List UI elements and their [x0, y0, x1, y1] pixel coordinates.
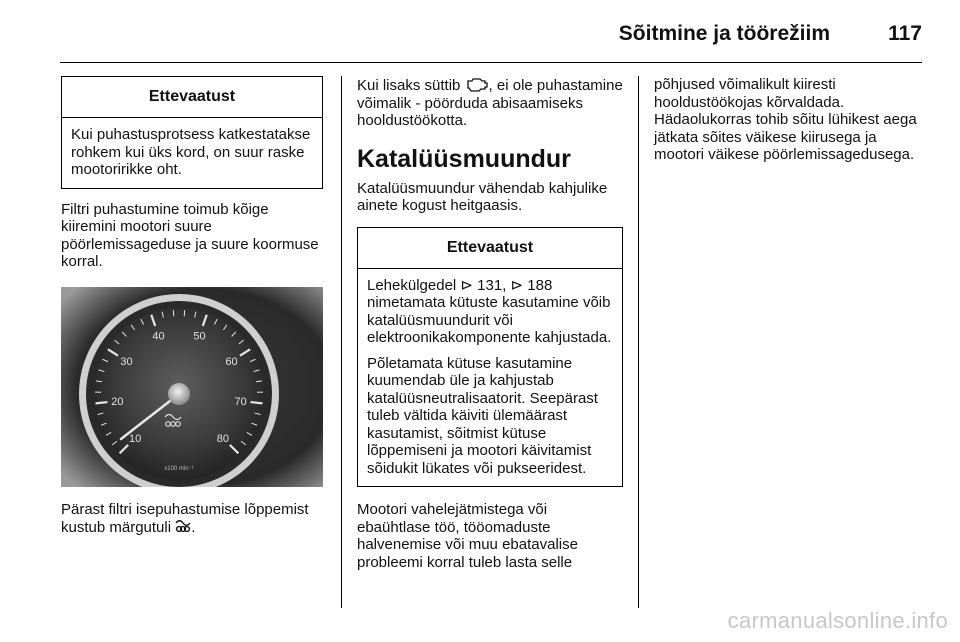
catalytic-converter-paragraph: Katalüüsmuundur vähendab kahjulike ainete kogust heitgaasis. — [357, 179, 608, 214]
page-ref-1[interactable]: 131, — [477, 276, 507, 294]
column-1 — [61, 76, 323, 537]
gauge-tick-label: 50 — [193, 329, 206, 342]
continuation-paragraph: põhjused võimalikult kiiresti hooldustöökojas kõrvaldada. Hädaolukorras tohib sõitu lühikest aega jätkata sõites väikese kiirusega ja mootori väikese pöörlemissagedusega. — [654, 76, 917, 163]
misfire-paragraph: Mootori vahelejätmistega või ebaühtlase töö, tööomaduste halvenemise või muu ebatavalise probleemi korral tuleb lasta selle — [357, 501, 578, 571]
indicator-off-text: Pärast filtri isepuhastumise lõppemist kustub märgutuli — [61, 500, 309, 536]
column-2 — [357, 76, 623, 571]
warning-text-1 — [367, 277, 613, 347]
filter-cleaning-paragraph: Filtri puhastumine toimub kõige kiiremini mootori suure pöörlemissageduse ja suure koormuse korral. — [61, 200, 319, 270]
engine-warning-icon — [465, 76, 489, 92]
diesel-particle-filter-icon — [175, 518, 191, 534]
page-number: 117 — [888, 22, 922, 45]
gauge-hub — [168, 383, 190, 405]
warning-text-1b: nimetamata kütuste kasutamine võib katalüüsmuundurit või elektroonikakomponente kahjustada. — [367, 294, 612, 346]
intro-paragraph — [357, 76, 623, 130]
gauge-major-tick — [251, 402, 263, 403]
indicator-off-text-end: . — [191, 519, 196, 536]
gauge-tick-label: 20 — [111, 395, 124, 408]
gauge-tick-label: 60 — [225, 355, 238, 368]
warning-title: Ettevaatust — [62, 77, 322, 118]
indicator-off-paragraph — [61, 501, 323, 537]
tachometer-photo — [61, 287, 323, 487]
intro-text: Kui lisaks süttib — [357, 77, 461, 94]
page-ref-arrow-icon: ⊳ — [510, 276, 524, 294]
section-title: Katalüüsmuundur — [357, 144, 571, 173]
page-ref-arrow-icon: ⊳ — [460, 276, 473, 294]
header-title: Sõitmine ja töörežiim — [618, 22, 830, 45]
gauge-unit-label: x100 min⁻¹ — [164, 465, 194, 472]
watermark: carmanualsonline.info — [727, 608, 948, 633]
page-header — [60, 14, 922, 63]
page-ref-2[interactable]: 188 — [527, 276, 553, 294]
column-divider-1 — [341, 76, 342, 608]
gauge-major-tick — [96, 402, 108, 403]
warning-text-2: Põletamata kütuse kasutamine kuumendab üle ja kahjustab katalüüsneutralisaatorit. Seepärast tuleb vältida käiviti ülemäärast kasutamist, sõitmist kütuse lõppemiseni ja mootori käivitamist sõidukit lükates või pukseeridest. — [367, 354, 598, 477]
gauge-tick-label: 70 — [234, 395, 247, 408]
warning-text-1a: Lehekülgedel — [367, 276, 457, 294]
gauge-tick-label: 30 — [120, 355, 133, 368]
gauge-tick-label: 40 — [152, 329, 165, 342]
warning-title: Ettevaatust — [358, 228, 622, 269]
tachometer-gauge — [61, 287, 323, 487]
intro-text-end: , ei ole puhastamine võimalik - pöörduda abisaamiseks hooldustöökotta. — [357, 77, 623, 129]
warning-text: Kui puhastusprotsess katkestatakse rohkem kui üks kord, on suur raske mootoririkke oht. — [71, 126, 311, 178]
column-divider-2 — [638, 76, 639, 608]
column-3 — [654, 76, 922, 164]
warning-box-1 — [61, 76, 323, 189]
warning-box-2 — [357, 227, 623, 488]
gauge-tick-label: 80 — [216, 432, 229, 445]
gauge-tick-label: 10 — [129, 432, 142, 445]
